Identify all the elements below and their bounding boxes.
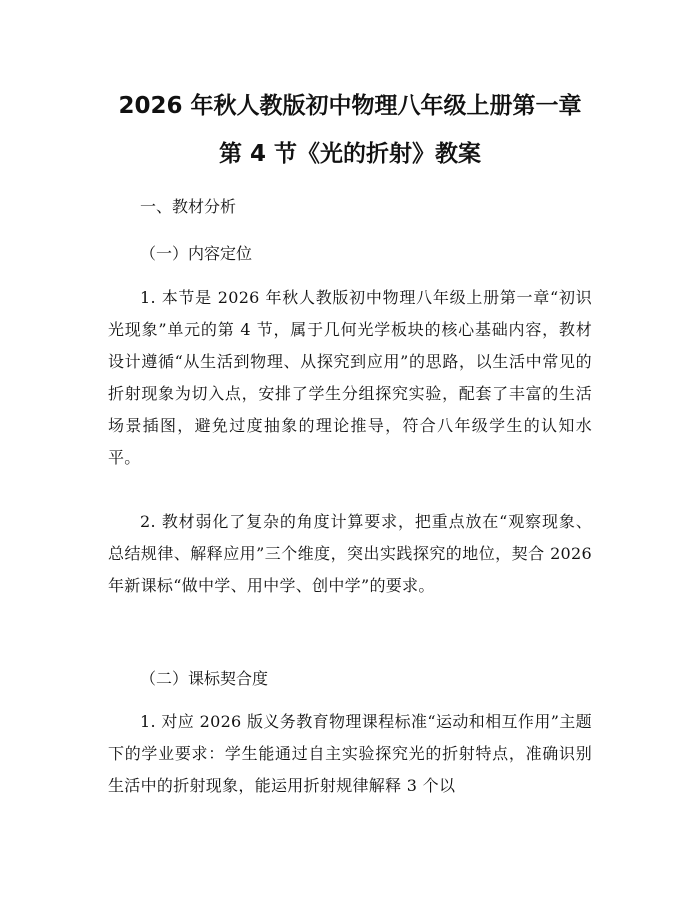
document-title-line-2: 第 4 节《光的折射》教案 — [218, 141, 482, 167]
document-title-line-1: 2026 年秋人教版初中物理八年级上册第一章 — [118, 93, 582, 119]
subsection-heading-curriculum-alignment: （二）课标契合度 — [140, 669, 269, 688]
subsection-heading-content-positioning: （一）内容定位 — [140, 244, 253, 263]
paragraph-curriculum-alignment-1: 1. 对应 2026 版义务教育物理课程标准“运动和相互作用”主题下的学业要求：学生能通过自主实验探究光的折射特点，准确识别生活中的折射现象，能运用折射规律解释 3 个以 — [108, 712, 592, 795]
paragraph-content-positioning-2: 2. 教材弱化了复杂的角度计算要求，把重点放在“观察现象、总结规律、解释应用”三个维度，突出实践探究的地位，契合 2026 年新课标“做中学、用中学、创中学”的要求。 — [108, 512, 592, 595]
paragraph-content-positioning-1: 1. 本节是 2026 年秋人教版初中物理八年级上册第一章“初识光现象”单元的第 4 节，属于几何光学板块的核心基础内容，教材设计遵循“从生活到物理、从探究到应用”的思路，以生活中常见的折射现象为切入点，安排了学生分组探究实验，配套了丰富的生活场景插图，避免过度抽象的理论推导，符合八年级学生的认知水平。 — [108, 288, 592, 467]
section-heading-textbook-analysis: 一、教材分析 — [140, 197, 237, 216]
